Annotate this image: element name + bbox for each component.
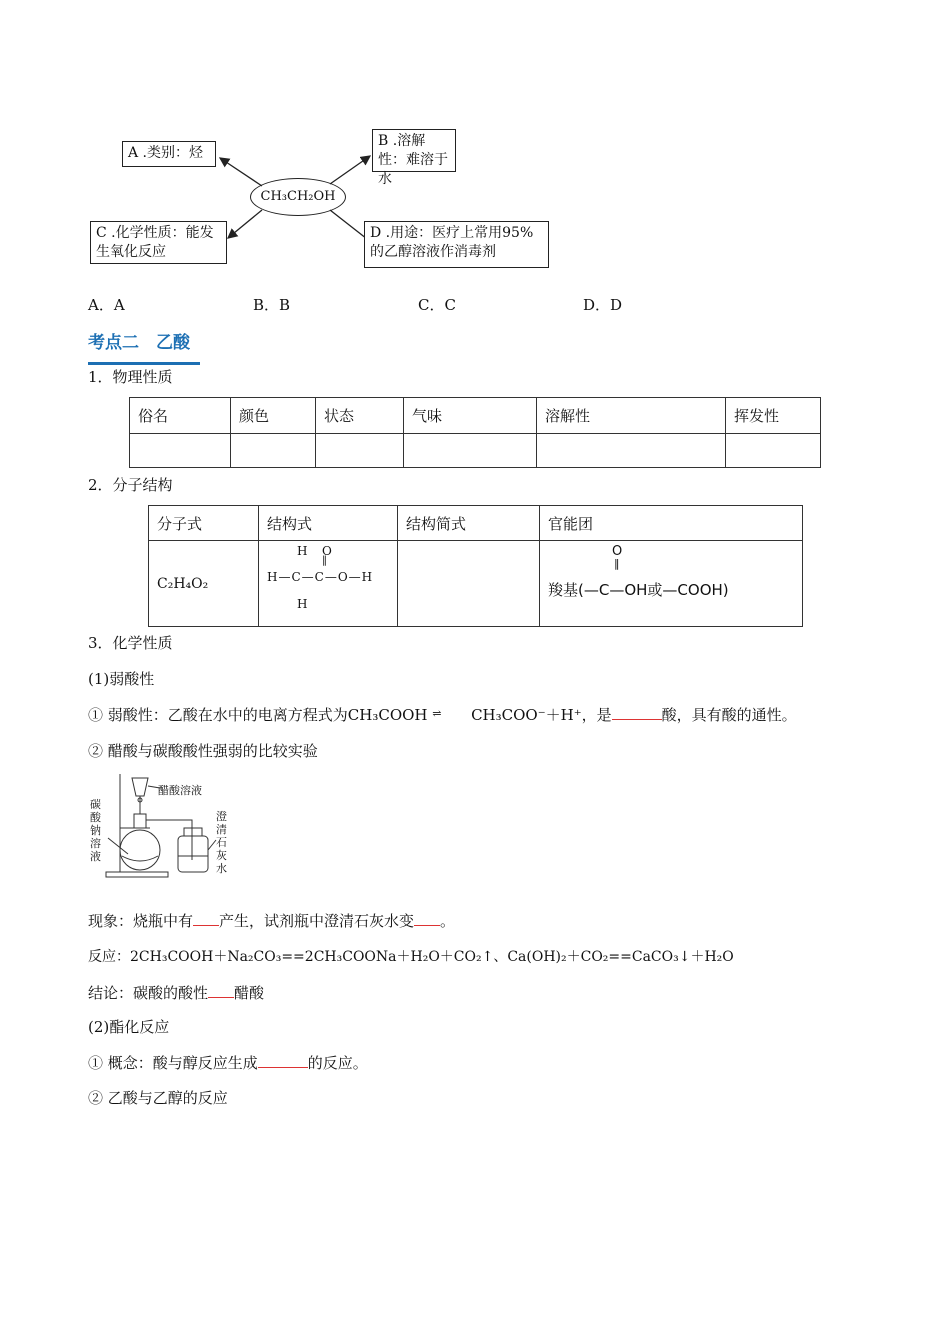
section-heading: 考点二 乙酸: [88, 333, 190, 353]
header-structural-formula: 结构式: [259, 506, 398, 541]
conclusion-text-b: 醋酸: [234, 984, 265, 1002]
phenomenon-text-c: 。: [440, 912, 456, 930]
heading-underline: [88, 362, 200, 365]
phenomenon-text-b: 产生，试剂瓶中澄清石灰水变: [219, 912, 415, 930]
phenomenon-text-a: 现象：烧瓶中有: [88, 912, 194, 930]
chemical-properties-title: 3．化学性质: [88, 634, 173, 652]
option-d-box: D .用途：医疗上常用95%的乙醇溶液作消毒剂: [364, 221, 549, 268]
physical-properties-table: [129, 397, 821, 468]
table-cell: [537, 434, 726, 468]
reaction-line: 反应：2CH₃COOH＋Na₂CO₃==2CH₃COONa＋H₂O＋CO₂↑、Ca(OH)₂＋CO₂==CaCO₃↓＋H₂O: [88, 949, 734, 965]
carbonyl-double-bond: ‖: [614, 556, 620, 570]
molecular-formula: C₂H₄O₂: [149, 541, 259, 627]
option-b: B．B: [253, 296, 291, 314]
vinegar-label: 醋酸溶液: [158, 784, 202, 797]
header-common-name: 俗名: [130, 398, 231, 434]
header-color: 颜色: [231, 398, 316, 434]
header-solubility: 溶解性: [537, 398, 726, 434]
physical-properties-title: 1．物理性质: [88, 368, 173, 386]
structural-formula: [267, 544, 389, 624]
concept-line: [88, 1052, 368, 1073]
reversible-arrow-icon: ⇌: [432, 707, 442, 720]
ethanol-reaction-title: ② 乙酸与乙醇的反应: [88, 1089, 228, 1107]
carboxyl-text: 羧基(—C—OH或—COOH): [548, 580, 729, 599]
table-cell: [231, 434, 316, 468]
answer-blank[interactable]: [258, 1053, 308, 1068]
header-state: 状态: [316, 398, 404, 434]
ionization-text-b: CH₃COO⁻＋H⁺，是: [471, 706, 612, 724]
atom-h-bottom: H: [297, 596, 308, 611]
option-a-box: A .类别：烃: [122, 141, 216, 167]
table-cell: [726, 434, 821, 468]
esterification-title: (2)酯化反应: [88, 1018, 170, 1036]
header-volatility: 挥发性: [726, 398, 821, 434]
answer-blank[interactable]: [193, 911, 219, 926]
conclusion-line: [88, 982, 264, 1003]
main-chain: H—C—C—O—H: [267, 569, 374, 584]
structural-formula-cell: [259, 541, 398, 627]
option-c: C．C: [418, 296, 456, 314]
functional-group: [548, 544, 794, 624]
header-functional-group: 官能团: [540, 506, 803, 541]
molecular-structure-table: [148, 505, 803, 627]
phenomenon-line: [88, 910, 455, 931]
ionization-text-c: 酸，具有酸的通性。: [661, 706, 797, 724]
option-d: D．D: [583, 296, 623, 314]
atom-h-top: H: [297, 543, 308, 558]
sodium-carbonate-label: 碳 酸 钠 溶 液: [90, 798, 101, 863]
carbonyl-o: O: [612, 543, 623, 559]
atom-o-top: O: [322, 543, 332, 558]
concept-text-b: 的反应。: [307, 1054, 368, 1072]
double-bond: ‖: [322, 554, 327, 566]
ionization-text-a: ① 弱酸性：乙酸在水中的电离方程式为CH₃COOH: [88, 706, 428, 724]
table-cell: [316, 434, 404, 468]
option-c-box: C .化学性质：能发生氧化反应: [90, 221, 227, 264]
condensed-formula-cell: [398, 541, 540, 627]
limewater-label: 澄 清 石 灰 水: [216, 810, 227, 875]
table-cell: [130, 434, 231, 468]
ethanol-node: CH₃CH₂OH: [250, 178, 346, 216]
functional-group-cell: [540, 541, 803, 627]
compare-experiment-title: ② 醋酸与碳酸酸性强弱的比较实验: [88, 742, 318, 760]
conclusion-text-a: 结论：碳酸的酸性: [88, 984, 209, 1002]
option-a: A．A: [88, 296, 125, 314]
ionization-line: [88, 704, 797, 725]
header-molecular-formula: 分子式: [149, 506, 259, 541]
weak-acid-title: (1)弱酸性: [88, 670, 155, 688]
table-cell: [404, 434, 537, 468]
molecular-structure-title: 2．分子结构: [88, 476, 173, 494]
option-b-box: B .溶解性：难溶于水: [372, 129, 456, 172]
header-odor: 气味: [404, 398, 537, 434]
answer-blank[interactable]: [208, 983, 234, 998]
answer-blank[interactable]: [612, 705, 662, 720]
header-condensed-formula: 结构简式: [398, 506, 540, 541]
concept-text-a: ① 概念：酸与醇反应生成: [88, 1054, 258, 1072]
answer-blank[interactable]: [414, 911, 440, 926]
